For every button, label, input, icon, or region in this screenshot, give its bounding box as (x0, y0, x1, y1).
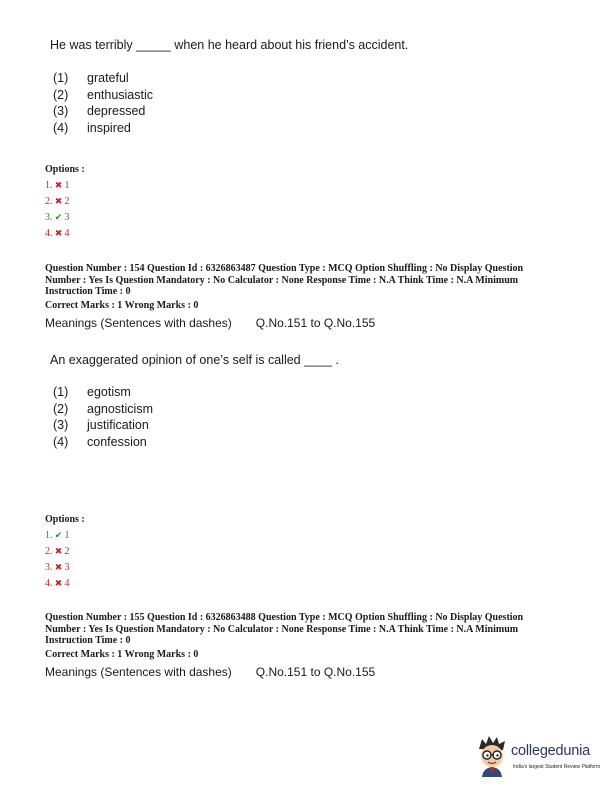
choice-text: egotism (87, 385, 131, 399)
choice-number: (2) (53, 87, 69, 102)
collegedunia-logo (474, 733, 606, 781)
answer-choices (53, 71, 153, 137)
option-number: 4. (45, 228, 53, 239)
choice-item (53, 402, 153, 419)
meta-line: Question Number : 154 Question Id : 6326863487 Question Type : MCQ Option Shuffling : No Display Question (45, 263, 524, 274)
check-icon: ✔ (54, 212, 63, 222)
options-label: Options : (45, 514, 85, 525)
choice-text: inspired (87, 120, 131, 135)
option-value: 1 (64, 180, 70, 191)
question-meta (45, 263, 565, 298)
choice-number: (2) (53, 401, 69, 416)
option-value: 1 (64, 530, 70, 541)
section-title: Meanings (Sentences with dashes) (45, 665, 232, 679)
answer-choices (53, 385, 153, 451)
option-row (45, 209, 70, 225)
choice-text: justification (87, 418, 149, 432)
question-meta (45, 612, 565, 647)
choice-number: (4) (53, 120, 69, 135)
choice-number: (3) (53, 418, 69, 432)
option-value: 3 (64, 562, 70, 573)
cross-icon: ✖ (54, 562, 63, 572)
question-text: An exaggerated opinion of one’s self is called ____ . (50, 353, 339, 367)
option-number: 3. (45, 562, 53, 573)
option-value: 4 (64, 578, 70, 589)
meta-line: Question Number : 155 Question Id : 6326863488 Question Type : MCQ Option Shuffling : No Display Question (45, 612, 524, 623)
option-row (45, 193, 70, 209)
option-value: 2 (64, 196, 70, 207)
option-row (45, 527, 70, 543)
option-row (45, 575, 70, 591)
option-row (45, 559, 70, 575)
meta-line: Number : Yes Is Question Mandatory : No Calculator : None Response Time : N.A Think Time : N.A Minimum (45, 623, 519, 635)
meta-line: Instruction Time : 0 (45, 286, 131, 297)
meta-line: Instruction Time : 0 (45, 635, 131, 646)
choice-number: (3) (53, 104, 69, 118)
option-number: 4. (45, 578, 53, 589)
option-number: 3. (45, 212, 53, 223)
cross-icon: ✖ (54, 180, 63, 190)
choice-number: (1) (53, 71, 69, 85)
check-icon: ✔ (54, 530, 63, 540)
cross-icon: ✖ (54, 228, 63, 238)
cross-icon: ✖ (54, 196, 63, 206)
options-list (45, 527, 70, 591)
choice-item (53, 385, 153, 402)
question-range: Q.No.151 to Q.No.155 (255, 665, 376, 679)
option-number: 1. (45, 180, 53, 191)
choice-text: agnosticism (87, 401, 153, 416)
option-row (45, 543, 70, 559)
option-number: 2. (45, 196, 53, 207)
mascot-icon (474, 735, 510, 777)
option-value: 4 (64, 228, 70, 239)
choice-text: enthusiastic (87, 87, 154, 102)
choice-item (53, 71, 153, 88)
question-range: Q.No.151 to Q.No.155 (255, 316, 376, 330)
options-list (45, 177, 70, 241)
choice-text: grateful (87, 71, 129, 85)
option-row (45, 225, 70, 241)
choice-item (53, 121, 153, 138)
options-label: Options : (45, 164, 85, 175)
section-heading (45, 665, 375, 679)
option-number: 2. (45, 546, 53, 557)
choice-text: depressed (87, 104, 146, 118)
marks-info: Correct Marks : 1 Wrong Marks : 0 (45, 649, 199, 660)
choice-item (53, 435, 153, 452)
cross-icon: ✖ (54, 578, 63, 588)
option-number: 1. (45, 530, 53, 541)
section-heading (45, 316, 375, 330)
marks-info: Correct Marks : 1 Wrong Marks : 0 (45, 300, 199, 311)
choice-number: (4) (53, 434, 69, 449)
brand-tagline: India's largest Student Review Platform (513, 764, 601, 770)
choice-text: confession (87, 434, 147, 449)
option-value: 2 (64, 546, 70, 557)
brand-name: collegedunia (511, 743, 591, 759)
meta-line: Number : Yes Is Question Mandatory : No Calculator : None Response Time : N.A Think Time : N.A Minimum (45, 274, 519, 286)
cross-icon: ✖ (54, 546, 63, 556)
option-value: 3 (64, 212, 70, 223)
option-row (45, 177, 70, 193)
choice-number: (1) (53, 385, 69, 399)
choice-item (53, 418, 153, 435)
question-text: He was terribly _____ when he heard about his friend’s accident. (50, 38, 409, 52)
choice-item (53, 88, 153, 105)
choice-item (53, 104, 153, 121)
section-title: Meanings (Sentences with dashes) (45, 316, 232, 330)
